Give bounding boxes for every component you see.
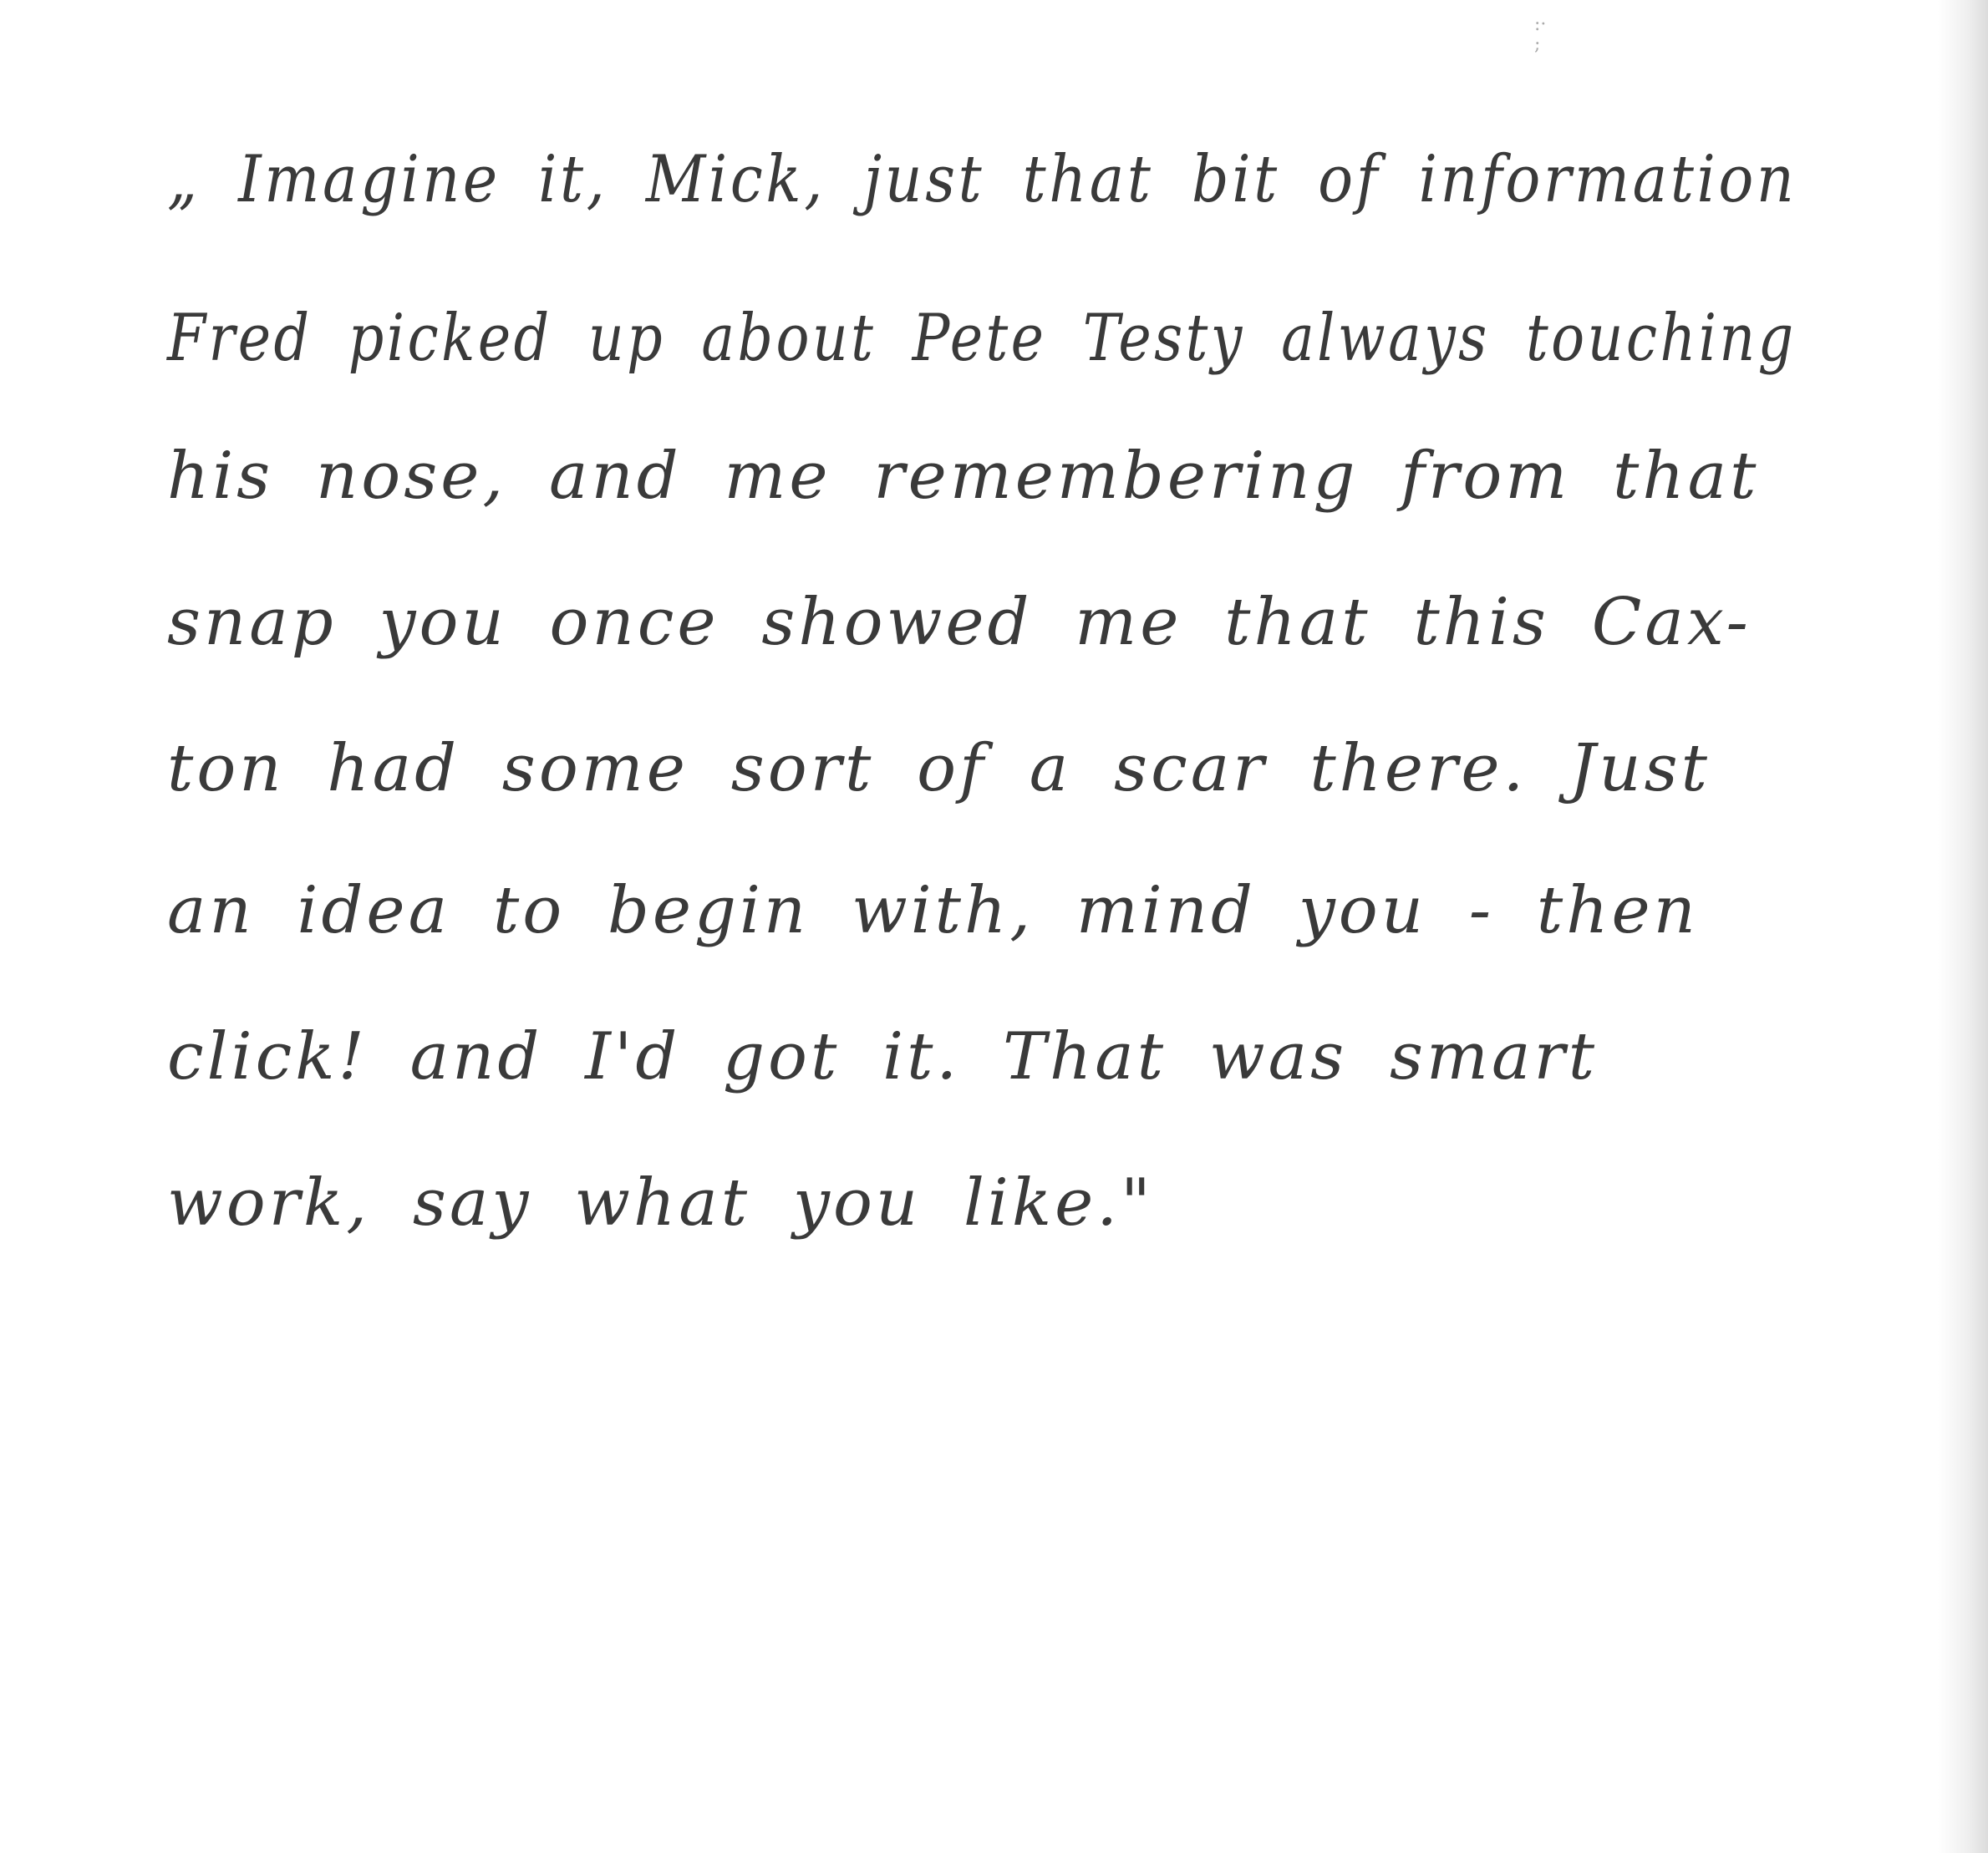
handwritten-text-block	[167, 0, 1797, 1337]
handwritten-line: ton had some sort of a scar there. Just	[167, 731, 1711, 806]
handwritten-line: an idea to begin with, mind you - then	[167, 873, 1699, 948]
handwritten-line: click! and I'd got it. That was smart	[167, 1019, 1599, 1094]
handwritten-line: his nose, and me remembering from that	[167, 439, 1760, 514]
handwritten-line: „ Imagine it, Mick, just that bit of information	[167, 142, 1797, 217]
page-edge-shadow	[1938, 0, 1988, 1853]
handwritten-line: Fred picked up about Pete Testy always touching	[167, 301, 1797, 376]
handwritten-line: work, say what you like."	[167, 1165, 1154, 1241]
handwritten-line: snap you once showed me that this Cax-	[167, 585, 1752, 660]
paper-speck-mark: :· ;	[1534, 14, 1547, 55]
